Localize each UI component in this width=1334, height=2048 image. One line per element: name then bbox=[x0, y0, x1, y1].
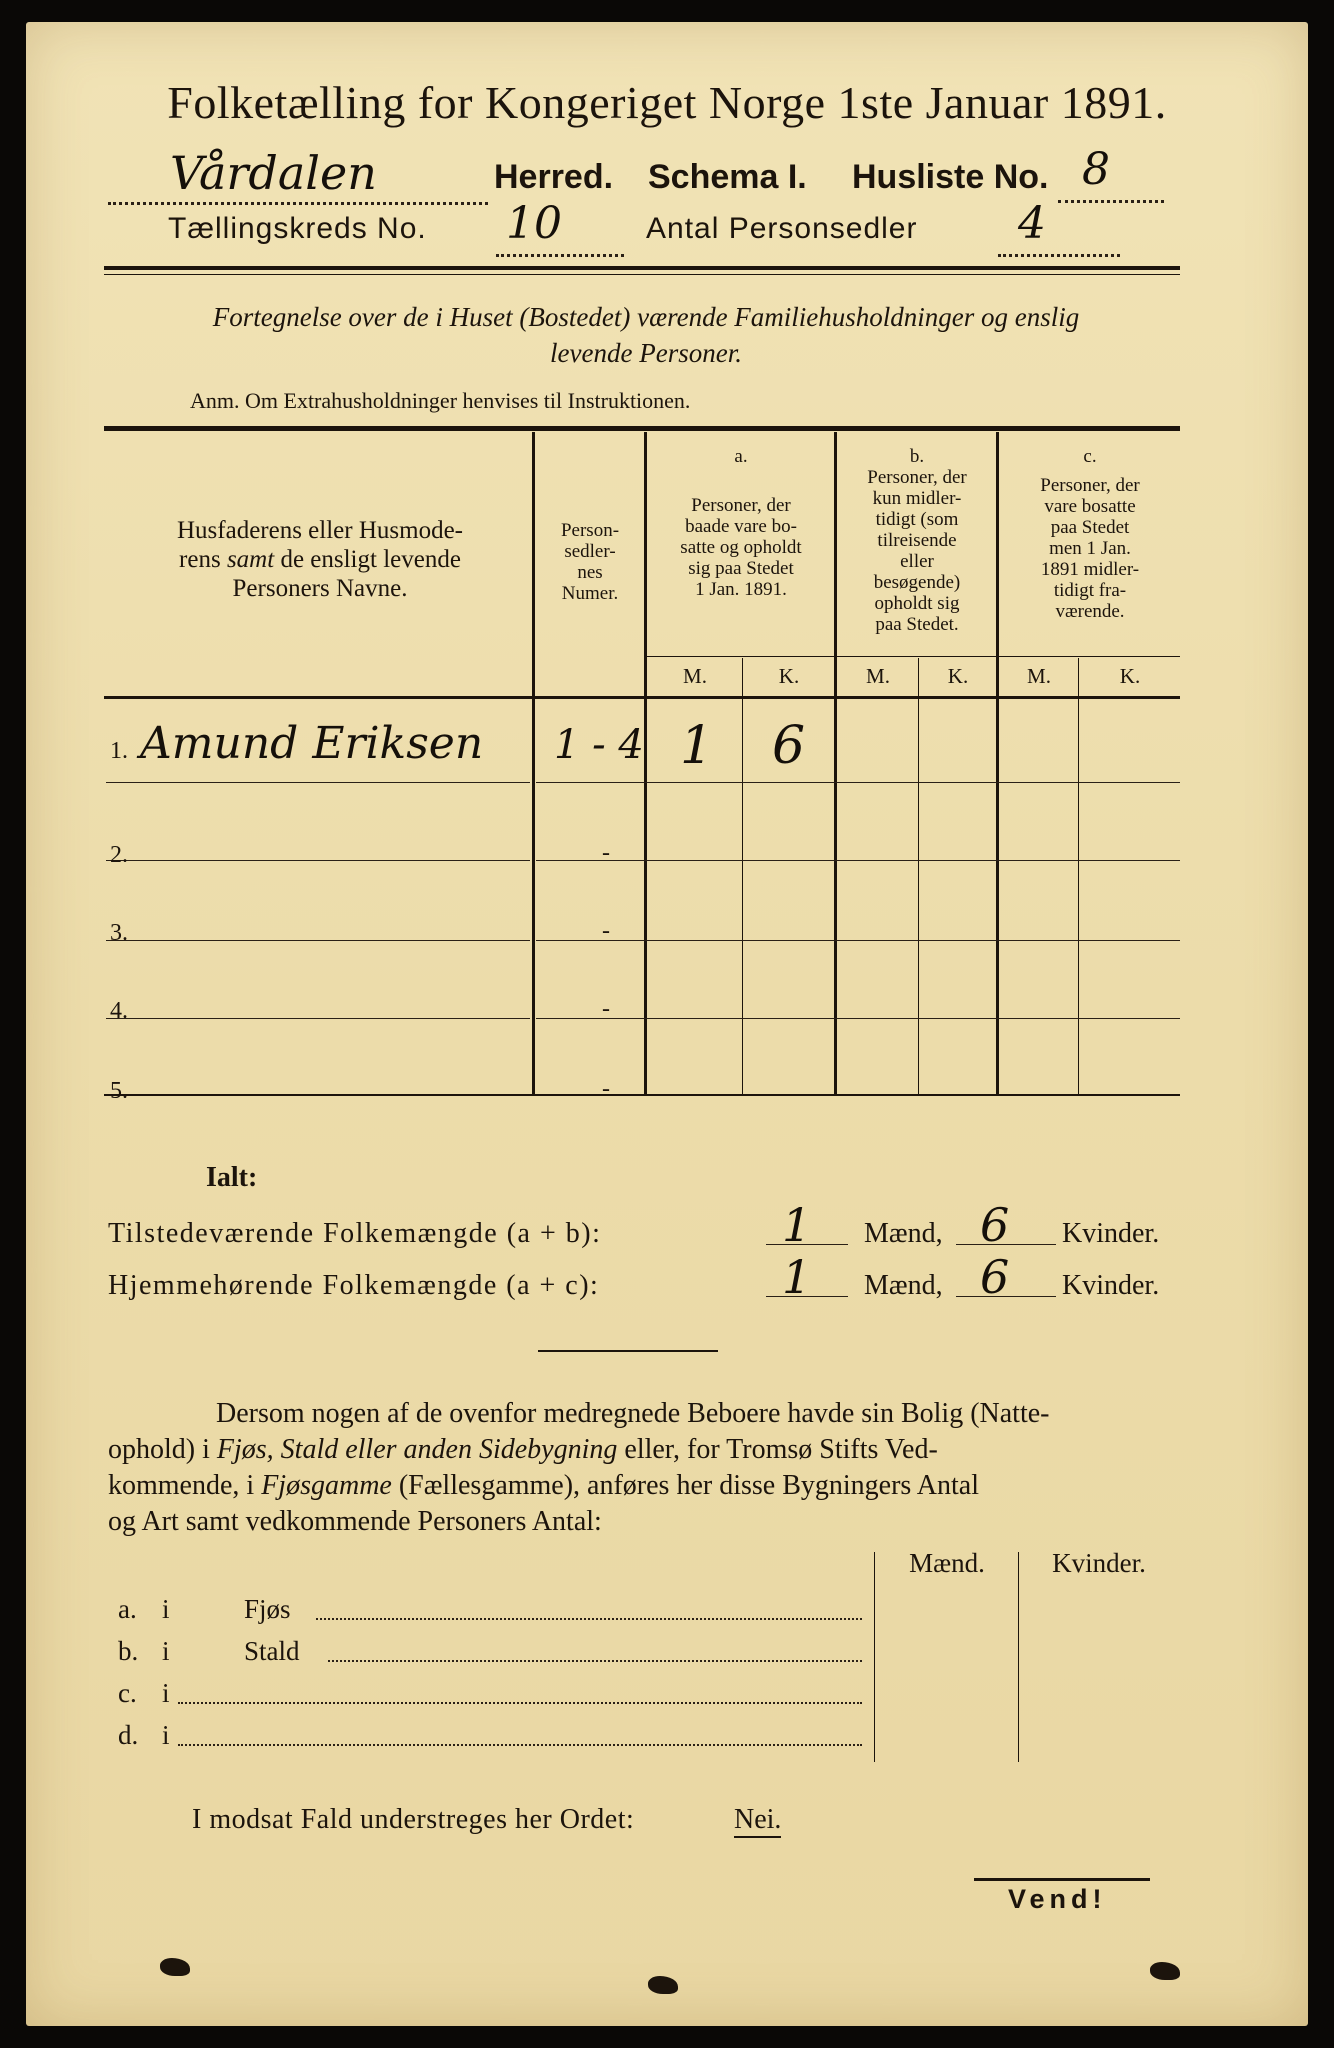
outbuild-row-c-dots bbox=[178, 1680, 862, 1704]
herred-label: Herred. bbox=[494, 158, 614, 196]
antal-label: Antal Personsedler bbox=[646, 212, 918, 245]
outbuild-row-d-letter: d. bbox=[118, 1720, 139, 1750]
outbuild-col-kvinder: Kvinder. bbox=[1052, 1548, 1146, 1578]
outbuild-line-3: kommende, i Fjøsgamme (Fællesgamme), anføres her disse Bygningers Antal bbox=[108, 1470, 979, 1501]
outbuild-paragraph bbox=[108, 1396, 1180, 1540]
kreds-value: 10 bbox=[506, 198, 562, 249]
col-c-header: c. Personer, der vare bosatte paa Stedet men 1 Jan. 1891 midler- tidigt fra- værende. bbox=[1040, 446, 1140, 622]
outbuild-row-b-letter: b. bbox=[118, 1636, 139, 1666]
ialt-label: Ialt: bbox=[206, 1162, 258, 1193]
row-line-2b bbox=[536, 860, 1180, 861]
corner-mark-right bbox=[1150, 1962, 1180, 1980]
corner-mark-center bbox=[648, 1976, 678, 1994]
row-line-4b bbox=[536, 1018, 1180, 1019]
modsat-text: I modsat Fald understreges her Ordet: bbox=[192, 1804, 635, 1835]
form-title: Folketælling for Kongeriget Norge 1ste Januar 1891. bbox=[167, 77, 1167, 128]
outbuild-row-c-i: i bbox=[162, 1678, 170, 1708]
tilstede-maend: Mænd, bbox=[864, 1218, 943, 1249]
row-1-number: 1. bbox=[110, 738, 128, 764]
table-vrule-c-mk bbox=[1078, 658, 1079, 1094]
table-header-rule bbox=[104, 696, 1180, 699]
col-b-header: b. Personer, der kun midler- tidigt (som tilreisende eller besøgende) opholdt sig paa Stedet. bbox=[867, 446, 967, 635]
row-1-a-k: 6 bbox=[772, 716, 806, 776]
outbuild-row-b-text: Stald bbox=[244, 1636, 300, 1666]
herred-field bbox=[108, 144, 488, 205]
table-top-rule bbox=[104, 426, 1180, 431]
husliste-field bbox=[1058, 144, 1164, 203]
hjemme-k-value: 6 bbox=[980, 1250, 1010, 1304]
row-1-name: Amund Eriksen bbox=[140, 718, 484, 769]
herred-value: Vårdalen bbox=[170, 146, 377, 200]
nei-word: Nei. bbox=[734, 1804, 781, 1838]
outbuild-row-d-dots bbox=[178, 1722, 862, 1746]
hjemme-m-value: 1 bbox=[782, 1250, 812, 1304]
table-vrule-1 bbox=[532, 432, 535, 1096]
row-5-number: 5. bbox=[110, 1078, 128, 1104]
row-2-num: - bbox=[602, 840, 610, 866]
col-num-header: Person- sedler- nes Numer. bbox=[560, 520, 620, 604]
antal-field bbox=[998, 198, 1120, 257]
hjemme-kvinder: Kvinder. bbox=[1062, 1270, 1160, 1301]
row-5-num: - bbox=[602, 1076, 610, 1102]
row-1-a-m: 1 bbox=[680, 716, 714, 776]
row-2-number: 2. bbox=[110, 842, 128, 868]
outbuild-col-maend: Mænd. bbox=[909, 1548, 985, 1578]
antal-value: 4 bbox=[1018, 198, 1046, 249]
row-line-1b bbox=[536, 782, 1180, 783]
header-rule bbox=[104, 266, 1180, 270]
a-k-label: K. bbox=[778, 664, 800, 688]
col-names-line-3: Personers Navne. bbox=[232, 575, 408, 602]
outbuild-row-b-dots bbox=[328, 1638, 862, 1662]
outbuild-row-a-i: i bbox=[162, 1594, 170, 1624]
outbuild-line-2: ophold) i Fjøs, Stald eller anden Sidebygning eller, for Tromsø Stifts Ved- bbox=[108, 1434, 938, 1465]
row-line-3 bbox=[106, 940, 530, 941]
outbuild-line-1: Dersom nogen af de ovenfor medregnede Beboere havde sin Bolig (Natte- bbox=[216, 1398, 1050, 1429]
schema-label: Schema I. bbox=[648, 158, 807, 196]
col-a-header: a. Personer, der baade vare bo- satte og opholdt sig paa Stedet 1 Jan. 1891. bbox=[680, 446, 802, 600]
vend-rule bbox=[974, 1878, 1150, 1881]
row-4-number: 4. bbox=[110, 998, 128, 1024]
row-3-number: 3. bbox=[110, 920, 128, 946]
tilstede-k-value: 6 bbox=[980, 1198, 1010, 1252]
row-4-num: - bbox=[602, 996, 610, 1022]
kreds-field bbox=[496, 198, 624, 257]
outbuild-row-a-dots bbox=[316, 1596, 862, 1620]
outbuild-vrule-1 bbox=[874, 1552, 875, 1762]
kreds-label: Tællingskreds No. bbox=[168, 212, 427, 245]
outbuild-row-a-letter: a. bbox=[118, 1594, 137, 1624]
husliste-label: Husliste No. bbox=[852, 158, 1049, 196]
intro-note: Anm. Om Extrahusholdninger henvises til Instruktionen. bbox=[190, 388, 691, 413]
outbuild-line-4: og Art samt vedkommende Personers Antal: bbox=[108, 1506, 602, 1537]
b-k-label: K. bbox=[947, 664, 969, 688]
b-m-label: M. bbox=[866, 664, 890, 688]
tilstede-label: Tilstedeværende Folkemængde (a + b): bbox=[108, 1218, 602, 1249]
tilstede-kvinder: Kvinder. bbox=[1062, 1218, 1160, 1249]
row-line-2 bbox=[106, 860, 530, 861]
vend-label: Vend! bbox=[1008, 1884, 1107, 1914]
section-divider bbox=[538, 1350, 718, 1352]
outbuild-row-a-text: Fjøs bbox=[244, 1594, 291, 1624]
outbuild-row-d-i: i bbox=[162, 1720, 170, 1750]
outbuild-row-c-letter: c. bbox=[118, 1678, 137, 1708]
table-mk-rule bbox=[646, 656, 1180, 657]
table-vrule-2 bbox=[644, 432, 647, 1096]
outbuild-vrule-2 bbox=[1018, 1552, 1019, 1762]
col-names-header bbox=[110, 516, 530, 603]
intro-line-2: levende Personer. bbox=[550, 338, 742, 368]
col-names-line-1: Husfaderens eller Husmode- bbox=[176, 517, 463, 544]
table-vrule-b-mk bbox=[918, 658, 919, 1094]
c-m-label: M. bbox=[1027, 664, 1051, 688]
col-names-line-2: rens samt de ensligt levende bbox=[179, 546, 461, 573]
row-1-num: 1 - 4 bbox=[554, 722, 644, 768]
header-rule-thin bbox=[104, 274, 1180, 275]
c-k-label: K. bbox=[1119, 664, 1141, 688]
corner-mark-left bbox=[160, 1958, 190, 1976]
table-vrule-4 bbox=[996, 432, 999, 1096]
row-line-3b bbox=[536, 940, 1180, 941]
row-line-1 bbox=[106, 782, 530, 783]
table-vrule-3 bbox=[834, 432, 837, 1096]
table-vrule-a-mk bbox=[742, 658, 743, 1094]
intro-line-1: Fortegnelse over de i Huset (Bostedet) værende Familiehusholdninger og enslig bbox=[212, 302, 1080, 332]
table-bottom-rule bbox=[104, 1094, 1180, 1096]
a-m-label: M. bbox=[683, 664, 707, 688]
hjemme-maend: Mænd, bbox=[864, 1270, 943, 1301]
census-form bbox=[26, 22, 1308, 2026]
hjemme-label: Hjemmehørende Folkemængde (a + c): bbox=[108, 1270, 600, 1301]
row-3-num: - bbox=[602, 918, 610, 944]
row-line-4 bbox=[106, 1018, 530, 1019]
outbuild-row-b-i: i bbox=[162, 1636, 170, 1666]
tilstede-m-value: 1 bbox=[782, 1198, 812, 1252]
husliste-value: 8 bbox=[1082, 144, 1110, 195]
